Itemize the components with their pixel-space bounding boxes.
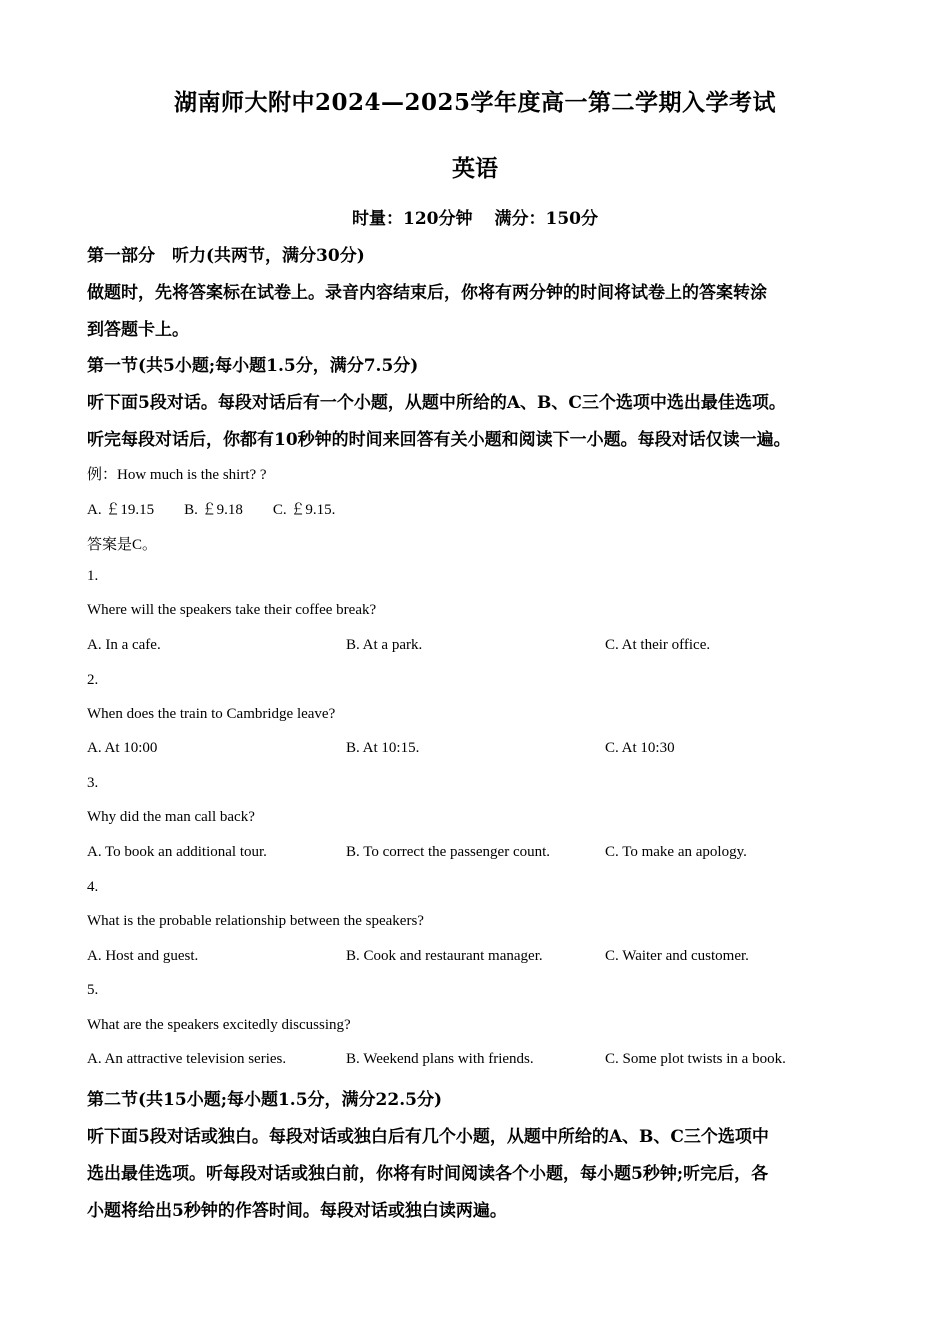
part1-instruction-line2: 到答题卡上。 bbox=[87, 320, 189, 340]
section2-instruction-line3: 小题将给出5秒钟的作答时间。每段对话或独白读两遍。 bbox=[87, 1201, 507, 1221]
section2-heading: 第二节(共15小题;每小题1.5分，满分22.5分) bbox=[87, 1090, 442, 1110]
section1-heading: 第一节(共5小题;每小题1.5分，满分7.5分) bbox=[87, 356, 419, 376]
question-text: Where will the speakers take their coffee break? bbox=[87, 602, 377, 618]
question-option-b: B. At a park. bbox=[346, 637, 423, 653]
question-option-b: B. Cook and restaurant manager. bbox=[346, 948, 543, 964]
time-limit: 时量：120分钟 bbox=[352, 209, 473, 229]
part1-instruction-line1: 做题时，先将答案标在试卷上。录音内容结束后，你将有两分钟的时间将试卷上的答案转涂 bbox=[87, 283, 767, 303]
question-option-a: A. Host and guest. bbox=[87, 948, 199, 964]
section2-instruction-line1: 听下面5段对话或独白。每段对话或独白后有几个小题，从题中所给的A、B、C三个选项中 bbox=[87, 1127, 769, 1147]
section1-instruction-line2: 听完每段对话后，你都有10秒钟的时间来回答有关小题和阅读下一小题。每段对话仅读一遍。 bbox=[87, 430, 791, 450]
example-option-b: B. ￡9.18 bbox=[184, 502, 243, 518]
question-text: Why did the man call back? bbox=[87, 809, 255, 825]
subject-title: 英语 bbox=[452, 155, 498, 182]
question-option-c: C. To make an apology. bbox=[605, 844, 747, 860]
question-option-c: C. Some plot twists in a book. bbox=[605, 1051, 786, 1067]
full-score: 满分：150分 bbox=[494, 209, 598, 229]
question-option-a: A. An attractive television series. bbox=[87, 1051, 287, 1067]
question-option-c: C. At 10:30 bbox=[605, 740, 675, 756]
question-number: 5. bbox=[87, 982, 99, 998]
question-option-a: A. In a cafe. bbox=[87, 637, 161, 653]
question-option-a: A. To book an additional tour. bbox=[87, 844, 267, 860]
question-option-b: B. Weekend plans with friends. bbox=[346, 1051, 534, 1067]
question-number: 1. bbox=[87, 568, 99, 584]
example-option-c: C. ￡9.15. bbox=[272, 502, 336, 518]
part1-heading: 第一部分 听力(共两节，满分30分) bbox=[87, 246, 365, 266]
question-text: What are the speakers excitedly discussing? bbox=[87, 1017, 351, 1033]
question-option-b: B. To correct the passenger count. bbox=[346, 844, 551, 860]
question-option-c: C. At their office. bbox=[605, 637, 711, 653]
question-text: When does the train to Cambridge leave? bbox=[87, 706, 336, 722]
question-number: 4. bbox=[87, 879, 99, 895]
question-option-c: C. Waiter and customer. bbox=[605, 948, 749, 964]
question-text: What is the probable relationship between the speakers? bbox=[87, 913, 424, 929]
example-answer: 答案是C。 bbox=[87, 537, 158, 553]
question-number: 2. bbox=[87, 672, 99, 688]
question-option-b: B. At 10:15. bbox=[346, 740, 420, 756]
exam-meta bbox=[0, 204, 950, 229]
section1-instruction-line1: 听下面5段对话。每段对话后有一个小题，从题中所给的A、B、C三个选项中选出最佳选项。 bbox=[87, 393, 786, 413]
example-question: 例：How much is the shirt? ? bbox=[87, 467, 267, 483]
question-option-a: A. At 10:00 bbox=[87, 740, 158, 756]
question-number: 3. bbox=[87, 775, 99, 791]
example-option-a: A. ￡19.15 bbox=[87, 502, 155, 518]
section2-instruction-line2: 选出最佳选项。听每段对话或独白前，你将有时间阅读各个小题，每小题5秒钟;听完后，各 bbox=[87, 1164, 769, 1184]
exam-title: 湖南师大附中2024—2025学年度高一第二学期入学考试 bbox=[173, 89, 777, 116]
example-options bbox=[87, 498, 365, 519]
